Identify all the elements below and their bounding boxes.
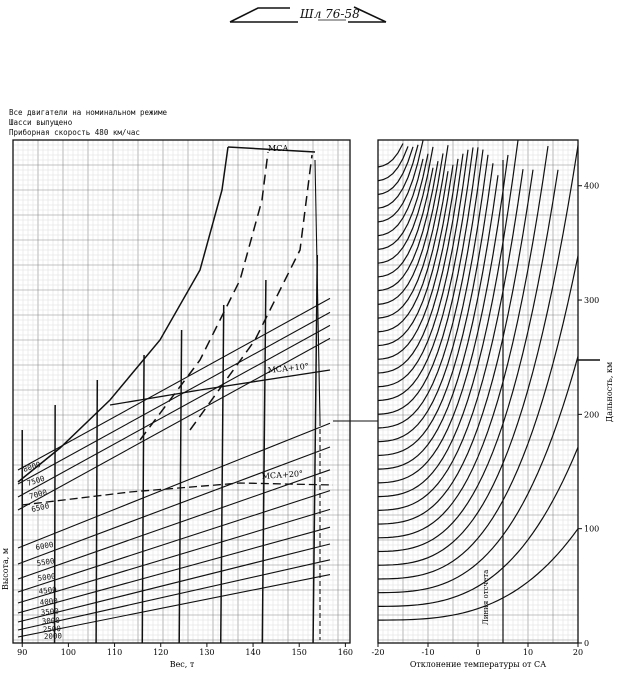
range-curve: [378, 170, 533, 524]
weight-guide-line: [221, 305, 224, 643]
left-x-axis-title: Вес, т: [169, 660, 195, 669]
signature-text: Шл 76-58: [300, 7, 360, 21]
alt-label-8000: 8000: [21, 459, 42, 474]
right-y-tick-label: 100: [584, 524, 600, 534]
right-x-tick-label: 20: [572, 648, 584, 657]
alt-label-2500: 2500: [42, 624, 62, 634]
weight-guide-line: [142, 355, 144, 643]
alt-label-6000: 6000: [34, 539, 55, 552]
alt-label-5500: 5500: [35, 556, 56, 568]
alt-label-2000: 2000: [43, 631, 63, 641]
msa-plus-20: [22, 483, 333, 505]
left-y-axis-title: Высота, м: [1, 547, 10, 590]
alt-label-3000: 3000: [41, 615, 61, 626]
right-grid: [378, 140, 578, 643]
left-x-tick-label: 120: [153, 648, 169, 657]
alt-label-7000: 7000: [28, 487, 48, 501]
left-x-tick-label: 130: [199, 648, 215, 657]
right-y-tick-label: 400: [584, 181, 600, 191]
right-y-ticks: [578, 182, 599, 648]
right-y-tick-label: 200: [584, 410, 600, 420]
right-x-ticks: [372, 643, 584, 657]
right-y-axis-title: Дальность, км: [605, 361, 614, 423]
note-speed: Приборная скорость 480 км/час: [9, 128, 140, 137]
left-x-tick-label: 90: [17, 648, 28, 657]
right-x-tick-label: -20: [371, 648, 385, 657]
alt-label-7500: 7500: [25, 473, 46, 488]
label-msa: МСА: [268, 144, 289, 153]
weight-guide-line: [96, 380, 97, 643]
right-x-tick-label: -10: [421, 648, 435, 657]
right-x-axis-title: Отклонение температуры от СА: [409, 660, 547, 669]
note-gear: Шасси выпущено: [9, 118, 73, 127]
left-x-ticks: [17, 643, 353, 657]
label-msa-10: МСА+10°: [267, 361, 310, 375]
left-x-tick-label: 110: [106, 648, 123, 657]
alt-label-4500: 4500: [38, 584, 58, 596]
right-x-tick-label: 10: [522, 648, 534, 657]
altitude-line: [18, 312, 330, 484]
right-y-tick-label: 0: [584, 639, 590, 648]
label-msa-20: МСА+20°: [261, 469, 304, 481]
right-x-tick-label: 0: [475, 648, 481, 657]
left-x-tick-label: 150: [291, 648, 307, 657]
note-engines: Все двигатели на номинальном режиме: [9, 108, 168, 117]
alt-label-3500: 3500: [40, 606, 60, 617]
left-x-tick-label: 160: [337, 648, 354, 657]
weight-guide-line: [313, 255, 317, 643]
right-y-tick-label: 300: [584, 296, 600, 306]
left-x-tick-label: 140: [245, 648, 261, 657]
weight-guide-line: [179, 330, 181, 643]
alt-label-6500: 6500: [30, 501, 51, 514]
range-curve: [378, 159, 423, 236]
alt-label-5000: 5000: [37, 571, 57, 583]
reference-line-label: Линия отсчета: [482, 569, 490, 625]
range-curve: [378, 144, 403, 167]
alt-label-4000: 4000: [39, 596, 59, 607]
altitude-line: [18, 575, 330, 637]
left-x-tick-label: 100: [60, 648, 77, 657]
